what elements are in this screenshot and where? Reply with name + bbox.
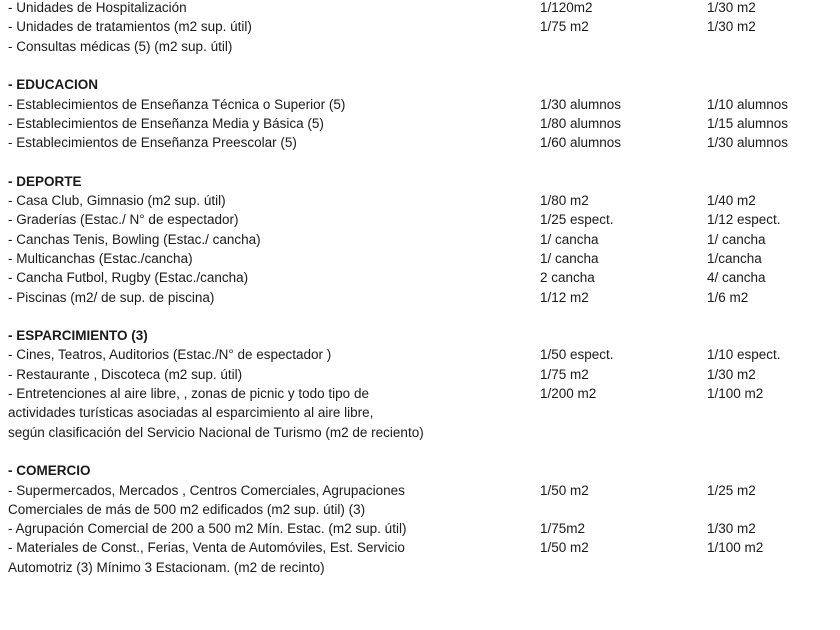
first-standard-value: 1/60 alumnos bbox=[540, 135, 622, 151]
first-standard-value: 1/30 alumnos bbox=[540, 96, 622, 112]
second-standard-value: 1/40 m2 bbox=[707, 193, 756, 208]
first-standard-value: 1/200 m2 bbox=[540, 386, 597, 401]
first-standard-value: 2 cancha bbox=[540, 270, 595, 286]
second-standard-value: 1/100 m2 bbox=[707, 540, 764, 556]
first-standard-value: 1/ cancha bbox=[540, 231, 599, 247]
first-standard-value: 1/120m2 bbox=[540, 0, 593, 15]
item-description: - Establecimientos de Enseñanza Preescolar (5) bbox=[8, 135, 297, 151]
item-description: - Canchas Tenis, Bowling (Estac./ cancha) bbox=[8, 231, 261, 247]
second-standard-value: 1/30 m2 bbox=[707, 0, 756, 15]
second-standard-value: 1/30 m2 bbox=[707, 366, 756, 382]
second-standard-value: 1/ cancha bbox=[707, 231, 766, 247]
item-description: Comerciales de más de 500 m2 edificados (m2 sup. útil) (3) bbox=[8, 501, 366, 517]
section-heading: - EDUCACION bbox=[8, 77, 98, 93]
first-standard-value: 1/ cancha bbox=[540, 250, 599, 266]
item-description: - Casa Club, Gimnasio (m2 sup. útil) bbox=[8, 193, 226, 208]
item-description: - Cancha Futbol, Rugby (Estac./cancha) bbox=[8, 270, 249, 286]
item-description: - Multicanchas (Estac./cancha) bbox=[8, 250, 193, 266]
section-heading: - ESPARCIMIENTO (3) bbox=[8, 328, 148, 344]
item-description: - Restaurante , Discoteca (m2 sup. útil) bbox=[8, 366, 243, 382]
first-standard-value: 1/75m2 bbox=[540, 521, 586, 537]
first-standard-value: 1/25 espect. bbox=[540, 212, 614, 228]
first-standard-value: 1/50 m2 bbox=[540, 482, 589, 498]
item-description: según clasificación del Servicio Nacional de Turismo (m2 de reciento) bbox=[8, 424, 424, 440]
item-description: - Graderías (Estac./ N° de espectador) bbox=[8, 212, 239, 228]
section-heading: - DEPORTE bbox=[8, 173, 82, 189]
item-description: - Consultas médicas (5) (m2 sup. útil) bbox=[8, 38, 233, 54]
first-standard-value: 1/80 m2 bbox=[540, 193, 589, 208]
second-standard-value: 1/6 m2 bbox=[707, 289, 749, 305]
item-description: - Entretenciones al aire libre, , zonas de picnic y todo tipo de bbox=[8, 386, 369, 401]
second-standard-value: 1/12 espect. bbox=[707, 212, 781, 228]
first-standard-value: 1/50 m2 bbox=[540, 540, 589, 556]
section-heading: - COMERCIO bbox=[8, 463, 91, 479]
item-description: - Establecimientos de Enseñanza Media y Básica (5) bbox=[8, 115, 324, 131]
item-description: - Cines, Teatros, Auditorios (Estac./N° de espectador ) bbox=[8, 347, 332, 363]
second-standard-value: 1/10 alumnos bbox=[707, 96, 789, 112]
item-description: - Piscinas (m2/ de sup. de piscina) bbox=[8, 289, 215, 305]
item-description: - Unidades de Hospitalización bbox=[8, 0, 187, 15]
item-description: - Supermercados, Mercados , Centros Comerciales, Agrupaciones bbox=[8, 482, 405, 498]
second-standard-value: 1/25 m2 bbox=[707, 482, 756, 498]
second-standard-value: 1/cancha bbox=[707, 250, 762, 266]
second-standard-value: 4/ cancha bbox=[707, 270, 766, 286]
item-description: actividades turísticas asociadas al esparcimiento al aire libre, bbox=[8, 405, 374, 421]
item-description: Automotriz (3) Mínimo 3 Estacionam. (m2 de recinto) bbox=[8, 559, 325, 575]
first-standard-value: 1/80 alumnos bbox=[540, 115, 622, 131]
second-standard-value: 1/30 alumnos bbox=[707, 135, 789, 151]
first-standard-value: 1/75 m2 bbox=[540, 366, 589, 382]
item-description: - Unidades de tratamientos (m2 sup. útil) bbox=[8, 19, 252, 35]
second-standard-value: 1/10 espect. bbox=[707, 347, 781, 363]
second-standard-value: 1/30 m2 bbox=[707, 521, 756, 537]
second-standard-value: 1/15 alumnos bbox=[707, 115, 789, 131]
item-description: - Agrupación Comercial de 200 a 500 m2 Mín. Estac. (m2 sup. útil) bbox=[8, 521, 407, 537]
second-standard-value: 1/100 m2 bbox=[707, 386, 764, 401]
second-standard-value: 1/30 m2 bbox=[707, 19, 756, 35]
first-standard-value: 1/12 m2 bbox=[540, 289, 589, 305]
first-standard-value: 1/75 m2 bbox=[540, 19, 589, 35]
item-description: - Establecimientos de Enseñanza Técnica o Superior (5) bbox=[8, 96, 346, 112]
first-standard-value: 1/50 espect. bbox=[540, 347, 614, 363]
item-description: - Materiales de Const., Ferias, Venta de Automóviles, Est. Servicio bbox=[8, 540, 405, 556]
